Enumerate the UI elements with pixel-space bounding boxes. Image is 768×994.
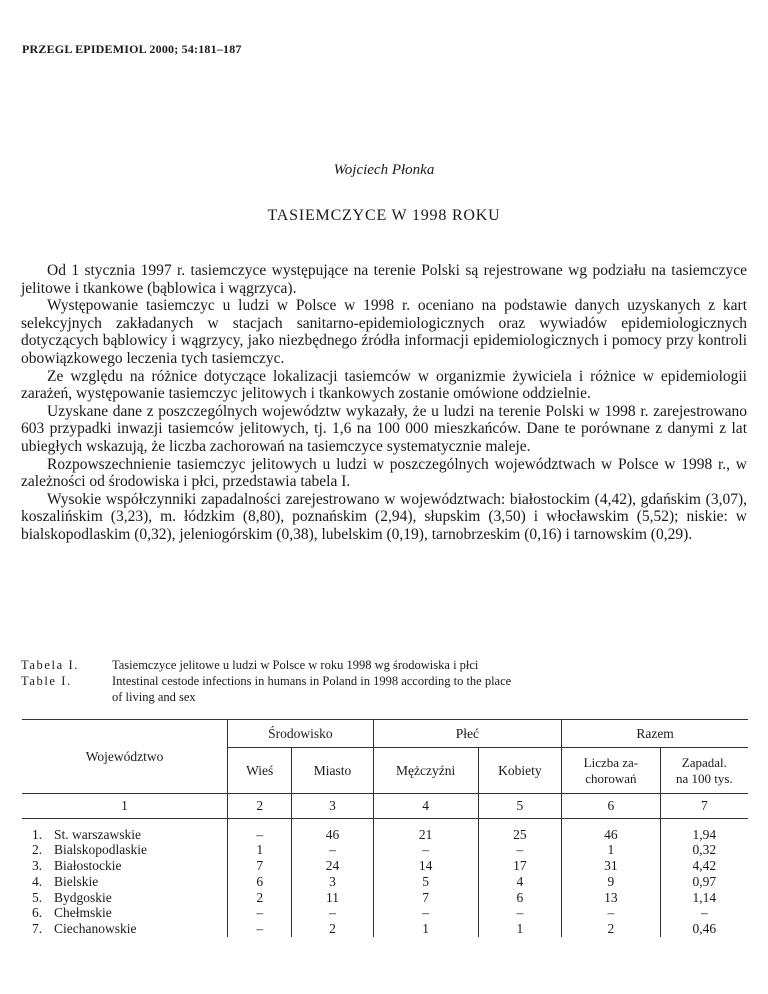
article-title: TASIEMCZYCE W 1998 ROKU [267,207,501,224]
voivodeship-name: Bialskopodlaskie [54,842,147,858]
cell-kobiety: 25 [478,827,562,843]
column-header-zapadalnosc [660,748,748,794]
cell-miasto: 2 [292,921,373,937]
author-name: Wojciech Płonka [333,162,435,178]
paragraph: Rozpowszechnienie tasiemczyc jelitowych u ludzi w poszczególnych województwach w Polsce w 1998 r., w zależności od środowiska i płci, przedstawia tabela I. [21,455,747,491]
voivodeship-name: St. warszawskie [54,826,141,842]
group-header-plec: Płeć [373,720,561,748]
voivodeship-cell [22,890,228,906]
cell-zapadalnosc: 1,94 [660,827,748,843]
voivodeship-name: Chełmskie [54,905,112,921]
group-header-srodowisko: Środowisko [228,720,374,748]
voivodeship-cell [22,842,228,858]
voivodeship-name: Białostockie [54,858,122,874]
cell-liczba: 9 [562,874,661,890]
article-body [21,262,747,544]
cell-wies: – [228,827,292,843]
column-header-liczba-line1: Liczba za- [583,754,639,770]
cell-zapadalnosc: 0,97 [660,874,748,890]
caption-text-pl: Tasiemczyce jelitowe u ludzi w Polsce w roku 1998 wg środowiska i płci [112,658,479,672]
row-number: 7. [32,921,43,937]
cell-zapadalnosc: 1,14 [660,890,748,906]
cell-zapadalnosc: 4,42 [660,858,748,874]
voivodeship-cell [22,827,228,843]
cell-zapadalnosc: – [660,905,748,921]
column-number: 2 [228,794,292,819]
cell-mezczyzni: 1 [373,921,478,937]
cell-liczba: 13 [562,890,661,906]
column-header-mezczyzni: Mężczyźni [373,748,478,794]
caption-label-pl: Tabela I. [21,658,79,672]
table-caption [21,657,511,705]
paragraph: Od 1 stycznia 1997 r. tasiemczyce występujące na terenie Polski są rejestrowane wg podziału na tasiemczyce jelitowe i tkankowe (bąblowica i wągrzyca). [21,262,747,297]
caption-text-en-continued: of living and sex [112,690,196,704]
cell-mezczyzni: – [373,842,478,858]
voivodeship-cell [22,921,228,937]
cell-zapadalnosc: 0,32 [660,842,748,858]
cell-liczba: 1 [562,842,661,858]
table-row [22,890,748,906]
column-number: 7 [660,794,748,819]
table-row [22,921,748,937]
cell-miasto: 46 [292,827,373,843]
paragraph: Ze względu na różnice dotyczące lokalizacji tasiemców w organizmie żywiciela i różnice w epidemiologii zarażeń, występowanie tasiemczyc jelitowych i tkankowych zostanie omówione oddzielnie. [21,367,747,403]
cell-wies: 6 [228,874,292,890]
column-header-liczba [562,748,661,794]
column-number: 5 [478,794,562,819]
cell-mezczyzni: – [373,905,478,921]
cell-liczba: 46 [562,827,661,843]
caption-label-en: Table I. [21,674,72,688]
table-row [22,905,748,921]
column-header-wojewodztwo: Województwo [22,720,228,794]
cell-mezczyzni: 14 [373,858,478,874]
column-number: 3 [292,794,373,819]
cell-mezczyzni: 21 [373,827,478,843]
column-header-wies: Wieś [228,748,292,794]
column-number: 1 [22,794,228,819]
row-number: 4. [32,873,43,889]
row-number: 1. [32,826,43,842]
cell-wies: 1 [228,842,292,858]
cell-mezczyzni: 5 [373,874,478,890]
cell-liczba: 31 [562,858,661,874]
voivodeship-name: Bydgoskie [54,889,112,905]
table-row [22,827,748,843]
cell-wies: – [228,905,292,921]
column-number: 4 [373,794,478,819]
paragraph: Wysokie współczynniki zapadalności zarejestrowano w województwach: białostockim (4,42), gdańskim (3,07), koszalińskim (3,23), m. łódzkim (8,80), poznańskim (2,94), słupskim (3,50) i włocławskim (5,52); niskie: w bialskopodlaskim (0,32), jeleniogórskim (0,38), lubelskim (0,19), tarnobrzeskim (0,16) i tarnowskim (0,29). [21,490,747,543]
cell-miasto: – [292,842,373,858]
voivodeship-cell [22,858,228,874]
column-header-zapadalnosc-line2: na 100 tys. [675,770,733,786]
voivodeship-cell [22,874,228,890]
cell-wies: – [228,921,292,937]
cell-miasto: 3 [292,874,373,890]
table-row [22,858,748,874]
caption-text-en: Intestinal cestode infections in humans in Poland in 1998 according to the place [112,674,512,688]
cell-miasto: 24 [292,858,373,874]
row-number: 3. [32,858,43,874]
column-header-miasto: Miasto [292,748,373,794]
voivodeship-cell [22,905,228,921]
cell-kobiety: – [478,905,562,921]
column-header-liczba-line2: chorowań [585,770,637,786]
column-header-zapadalnosc-line1: Zapadal. [681,754,727,770]
voivodeship-name: Bielskie [54,873,99,889]
column-number-row [22,794,748,819]
row-number: 6. [32,905,43,921]
cell-kobiety: 1 [478,921,562,937]
column-number: 6 [562,794,661,819]
journal-reference: PRZEGL EPIDEMIOL 2000; 54:181–187 [22,42,242,56]
row-number: 5. [32,889,43,905]
paragraph: Uzyskane dane z poszczególnych województw wykazały, że u ludzi na terenie Polski w 1998 r. zarejestrowano 603 przypadki inwazji tasiemców jelitowych, tj. 1,6 na 100 000 mieszkańców. Dane te porównane z danymi z lat ubiegłych wskazują, że liczba zachorowań na tasiemczyce systematycznie maleje. [21,402,747,455]
cell-miasto: 11 [292,890,373,906]
cell-kobiety: 17 [478,858,562,874]
cell-miasto: – [292,905,373,921]
cell-mezczyzni: 7 [373,890,478,906]
cell-wies: 2 [228,890,292,906]
data-table [22,719,748,937]
cell-liczba: – [562,905,661,921]
cell-kobiety: – [478,842,562,858]
group-header-razem: Razem [562,720,748,748]
cell-kobiety: 6 [478,890,562,906]
voivodeship-name: Ciechanowskie [54,921,137,937]
cell-wies: 7 [228,858,292,874]
cell-liczba: 2 [562,921,661,937]
cell-zapadalnosc: 0,46 [660,921,748,937]
table-row [22,842,748,858]
table-row [22,874,748,890]
cell-kobiety: 4 [478,874,562,890]
paragraph: Występowanie tasiemczyc u ludzi w Polsce w 1998 r. oceniano na podstawie danych uzyskanych z kart selekcyjnych zakładanych w stacjach sanitarno-epidemiologicznych oraz wywiadów epidemiologicznych dotyczących bąblowicy i wągrzycy, jako niezbędnego źródła informacji epidemiologicznych i pomocy przy kontroli obowiązkowego leczenia tych tasiemczyc. [21,297,747,367]
row-number: 2. [32,842,43,858]
column-header-kobiety: Kobiety [478,748,562,794]
